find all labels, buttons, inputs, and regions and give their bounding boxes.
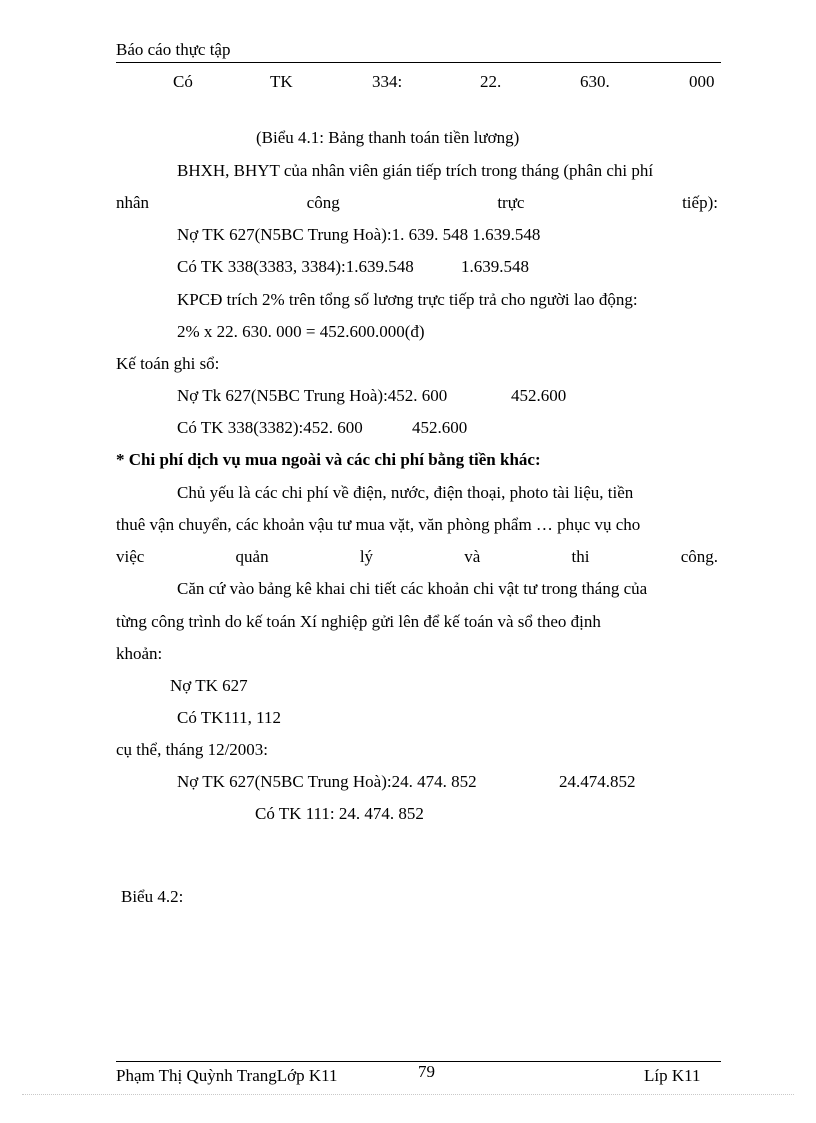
credit-word-1: Có [173,72,193,91]
para2-word: lý [359,547,374,566]
para1-line2 [116,193,718,213]
para1-line1: BHXH, BHYT của nhân viên gián tiếp trích trong tháng (phân chi phí [177,161,654,180]
cu-the-thang: cụ thể, tháng 12/2003: [116,740,269,759]
credit-word-3: 334: [372,72,403,91]
entry4-debit-label: Nợ TK 627(N5BC Trung Hoà):24. 474. 852 [177,772,477,791]
caption-bieu-4-1: (Biểu 4.1: Bảng thanh toán tiền lương) [256,128,520,147]
ke-toan-ghi-so: Kế toán ghi sổ: [116,354,220,373]
kpcd-text: KPCĐ trích 2% trên tổng số lương trực tiếp trả cho người lao động: [177,290,638,309]
entry2-credit-label: Có TK 338(3382):452. 600 [177,418,363,437]
entry2-debit-label: Nợ Tk 627(N5BC Trung Hoà):452. 600 [177,386,448,405]
footer-class: Líp K11 [644,1066,701,1085]
kpcd-calc: 2% x 22. 630. 000 = 452.600.000(đ) [177,322,425,341]
entry4-credit: Có TK 111: 24. 474. 852 [255,804,424,823]
entry4-debit-amount: 24.474.852 [559,772,636,791]
header-rule [116,62,721,63]
entry2-debit-amount: 452.600 [511,386,567,405]
page-header-title: Báo cáo thực tập [116,40,231,59]
para2-word: việc [116,547,145,566]
entry1-debit: Nợ TK 627(N5BC Trung Hoà):1. 639. 548 1.639.548 [177,225,541,244]
section-heading: * Chi phí dịch vụ mua ngoài và các chi phí bằng tiền khác: [116,450,541,469]
entry2-credit-amount: 452.600 [412,418,468,437]
para2-word: quản [235,547,269,566]
para1-word: nhân [116,193,150,212]
para2-word: công. [680,547,718,566]
page-number: 79 [418,1062,435,1081]
para3-line2: từng công trình do kế toán Xí nghiệp gửi lên để kế toán và sổ theo định [116,612,601,631]
para3-line1: Căn cứ vào bảng kê khai chi tiết các khoản chi vật tư trong tháng của [177,579,648,598]
entry1-credit-label: Có TK 338(3383, 3384):1.639.548 [177,257,414,276]
para1-word: công [306,193,340,212]
para3-line3: khoản: [116,644,163,663]
para2-line3 [116,547,718,567]
credit-word-6: 000 [689,72,715,91]
para1-word: tiếp): [682,193,718,212]
caption-bieu-4-2: Biểu 4.2: [121,887,184,906]
para2-line1: Chủ yếu là các chi phí về điện, nước, điện thoại, photo tài liệu, tiền [177,483,634,502]
credit-word-5: 630. [580,72,610,91]
para2-word: và [464,547,481,566]
page-edge-divider [22,1094,794,1095]
para2-word: thi [571,547,590,566]
para2-line2: thuê vận chuyển, các khoản vậu tư mua vặt, văn phòng phẩm … phục vụ cho [116,515,641,534]
entry3-debit: Nợ TK 627 [170,676,248,695]
entry1-credit-amount: 1.639.548 [461,257,529,276]
credit-word-2: TK [270,72,293,91]
para1-word: trực [497,193,525,212]
credit-word-4: 22. [480,72,502,91]
footer-author: Phạm Thị Quỳnh TrangLớp K11 [116,1066,338,1085]
entry3-credit: Có TK111, 112 [177,708,282,727]
